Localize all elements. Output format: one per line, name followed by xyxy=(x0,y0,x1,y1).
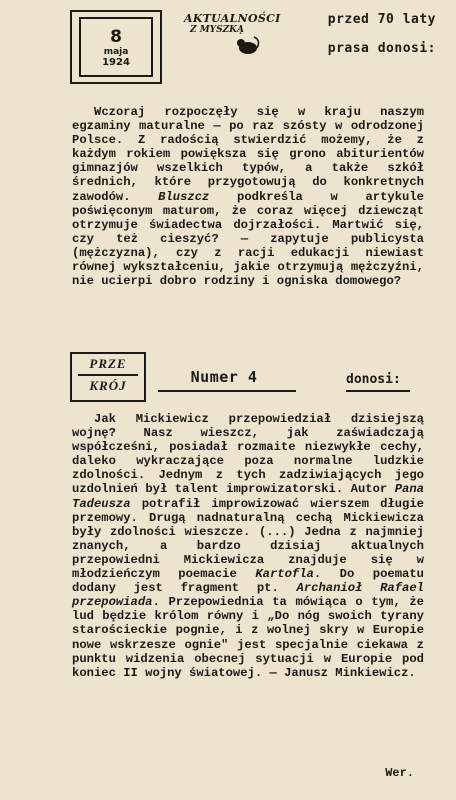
przed-70-laty: przed 70 laty xyxy=(327,12,436,27)
bluszcz-title: Bluszcz xyxy=(158,189,210,204)
date-day: 8 xyxy=(110,26,122,47)
mickiewicz-text-3: . Do poematu dodany jest fragment pt. xyxy=(72,567,424,596)
archaniol-title: Archanioł Rafael przepowiada xyxy=(72,581,424,610)
przekroj-logo-line1: PRZE xyxy=(89,356,127,371)
article-matura-text-cont: podkreśla w artykule poświęconym maturom, że coraz więcej dziewcząt otrzymuje świadectwa dojrzałości. Martwić się, czy też cieszyć? — zapytuje publicysta (mężczyzna), czy z racji edukacji niewiast równej wykształceniu, jakie otrzymują mężczyźni, nie ucierpi dobro rodziny i ogniska domowego? xyxy=(72,189,424,289)
date-box xyxy=(70,10,162,84)
przekroj-logo xyxy=(70,352,146,402)
przekroj-logo-bar xyxy=(78,374,138,376)
przekroj-logo-line2: KRÓJ xyxy=(89,378,127,393)
article-matura xyxy=(72,105,424,288)
aktualnosci-logo xyxy=(184,12,281,62)
pan-tadeusz-title: Pana Tadeusza xyxy=(72,482,424,511)
mouse-icon xyxy=(232,34,260,58)
article-mickiewicz xyxy=(72,412,424,680)
issue-number-rule xyxy=(158,390,296,392)
article-mickiewicz-paragraph xyxy=(72,412,424,680)
logo-title: AKTUALNOŚCI xyxy=(184,12,281,25)
prasa-donosi: prasa donosi: xyxy=(327,41,436,56)
donosi-label: donosi: xyxy=(346,372,401,387)
kartofla-title: Kartofla xyxy=(255,567,314,582)
mickiewicz-text-4: . Przepowiednia ta mówiąca o tym, że lud będzie królom równy i „Do nóg swoich tyrany starościeckie pognie, i z wolnej skry w Europie nowe wskrzesze ognie" jest specjalnie ciekawa z punktu widzenia obecnej sytuacji w Europie pod koniec II wojny światowej. — Janusz Minkiewicz. xyxy=(72,595,424,680)
article-matura-paragraph xyxy=(72,105,424,288)
logo-subtitle: Z MYSZKĄ xyxy=(190,25,244,35)
date-year: 1924 xyxy=(102,56,130,68)
author-signature: Wer. xyxy=(385,766,414,780)
date-month: maja xyxy=(103,46,129,57)
mickiewicz-text-2: potrafił improwizować wierszem długie przemowy. Drugą nadnaturalną cechą Mickiewicza były zdolności wieszcze. (...) Jedna z najmniej znanych, a bardzo dzisiaj aktualnych przepowiedni Mickiewicza znajduje się w młodzieńczym poemacie xyxy=(72,496,424,582)
donosi-rule xyxy=(346,390,410,392)
article-matura-text: Wczoraj rozpoczęły się w kraju naszym egzaminy maturalne — po raz szósty w odrodzonej Polsce. Z radością stwierdzić możemy, że z każdym rokiem powiększa się grono abiturientów gimnazjów wszelkich typów, a także szkół średnich, które przygotowują do konkretnych zawodów. xyxy=(72,105,424,204)
header-right xyxy=(328,12,436,70)
mickiewicz-text-1: Jak Mickiewicz przepowiedział dzisiejszą wojnę? Nasz wieszcz, jak zaświadczają współcześni, posiadał rozmaite niezwykłe cechy, daleko wykraczające poza normalne ludzkie zdolności. Jednym z tych zadziwiających jego uzdolnień był talent improwizatorski. Autor xyxy=(72,412,424,497)
issue-number: Numer 4 xyxy=(190,368,258,386)
date-inner-frame xyxy=(79,17,153,77)
